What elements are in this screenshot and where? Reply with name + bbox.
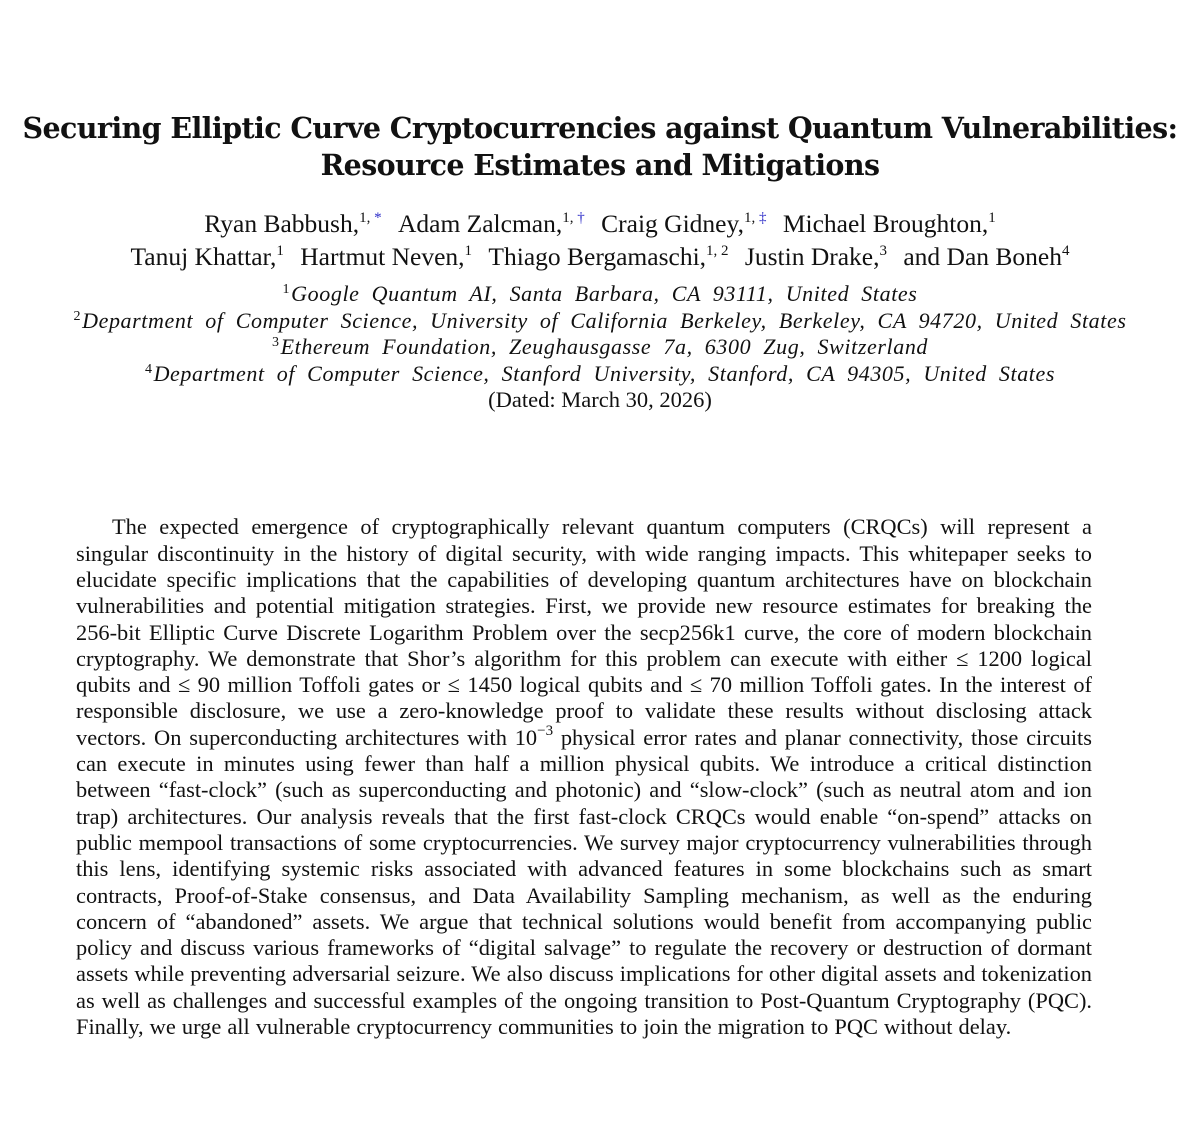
author-list <box>0 207 1200 273</box>
footnote-marker[interactable]: * <box>374 210 382 226</box>
affiliation-list <box>0 281 1200 387</box>
title-line-1: Securing Elliptic Curve Cryptocurrencies against Quantum Vulnerabilities: <box>22 111 1178 145</box>
affiliation: $^2$Department of Computer Science, University of California Berkeley, Berkeley, CA 94720, United States <box>73 307 1127 333</box>
exponent: −3 <box>537 722 554 739</box>
author-line-2 <box>0 240 1200 273</box>
author: Michael Broughton,$^1$ <box>782 209 996 238</box>
footnote-marker[interactable]: † <box>577 210 585 226</box>
author: Adam Zalcman,$^{1, \dagger}$ <box>397 209 585 238</box>
footnote-marker[interactable]: ‡ <box>758 210 767 226</box>
author: and Dan Boneh$^4$ <box>903 242 1070 271</box>
author: Craig Gidney,$^{1, \ddagger}$ <box>601 209 767 238</box>
dated-line: (Dated: March 30, 2026) <box>488 387 712 412</box>
author-line-1 <box>0 207 1200 240</box>
author: Ryan Babbush,$^{1, *}$ <box>204 209 382 238</box>
affiliation: $^1$Google Quantum AI, Santa Barbara, CA 93111, United States <box>282 281 918 306</box>
abstract-text-part-1: The expected emergence of cryptographically relevant quantum computers (CRQCs) will represent a singular discontinuity in the history of digital security, with wide ranging impacts. This whitepaper seeks to elucidate specific implications that the capabilities of developing quantum architectures have on blockchain vulnerabilities and potential mitigation strategies. First, we provide new resource estimates for breaking the 256-bit Elliptic Curve Discrete Logarithm Problem over the secp256k1 curve, the core of modern blockchain cryptography. We demonstrate that Shor’s algorithm for this problem can execute with either ≤ 1200 logical qubits and ≤ 90 million Toffoli gates or ≤ 1450 logical qubits and ≤ 70 million Toffoli gates. In the interest of responsible disclosure, we use a zero-knowledge proof to validate these results without disclosing attack vectors. On superconducting architectures with 10 <box>76 514 1092 750</box>
author: Hartmut Neven,$^1$ <box>300 242 473 271</box>
author: Thiago Bergamaschi,$^{1, 2}$ <box>488 242 729 271</box>
affiliation: $^4$Department of Computer Science, Stanford University, Stanford, CA 94305, United States <box>144 360 1056 386</box>
affiliation: $^3$Ethereum Foundation, Zeughausgasse 7a, 6300 Zug, Switzerland <box>271 334 929 359</box>
abstract <box>76 514 1092 1040</box>
abstract-text-part-2: physical error rates and planar connectivity, those circuits can execute in minutes using fewer than half a million physical qubits. We introduce a critical distinction between “fast-clock” (such as superconducting and photonic) and “slow-clock” (such as neutral atom and ion trap) architectures. Our analysis reveals that the first fast-clock CRQCs would enable “on-spend” attacks on public mempool transactions of some cryptocurrencies. We survey major cryptocurrency vulnerabilities through this lens, identifying systemic risks associated with advanced features in some blockchains such as smart contracts, Proof-of-Stake consensus, and Data Availability Sampling mechanism, as well as the enduring concern of “abandoned” assets. We argue that technical solutions would benefit from accompanying public policy and discuss various frameworks of “digital salvage” to regulate the recovery or destruction of dormant assets while preventing adversarial seizure. We also discuss implications for other digital assets and tokenization as well as challenges and successful examples of the ongoing transition to Post-Quantum Cryptography (PQC). Finally, we urge all vulnerable cryptocurrency communities to join the migration to PQC without delay. <box>76 724 1092 1040</box>
author: Justin Drake,$^3$ <box>744 242 887 271</box>
paper-title <box>0 110 1200 184</box>
title-line-2: Resource Estimates and Mitigations <box>320 148 880 182</box>
author: Tanuj Khattar,$^1$ <box>130 242 284 271</box>
